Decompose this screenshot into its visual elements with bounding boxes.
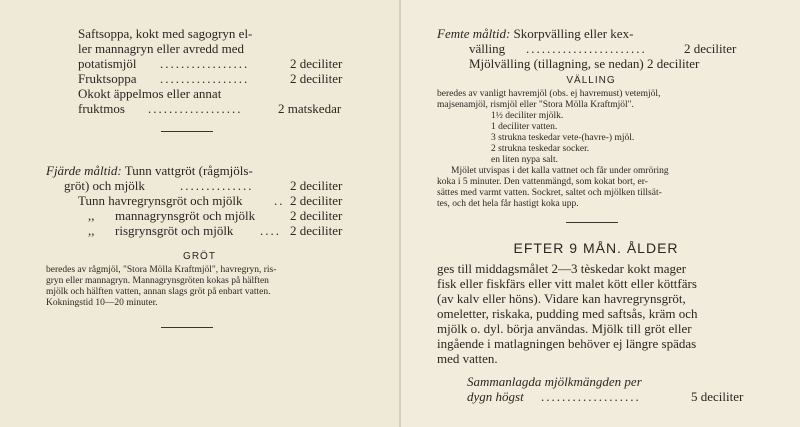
ditto-mark-1: ,, <box>88 208 95 223</box>
fourth-meal-line-2-amount: 2 deciliter <box>290 178 343 193</box>
summary-line-2-item: dygn högst <box>467 389 524 404</box>
fourth-meal-line-2-item: gröt) och mjölk <box>64 178 145 193</box>
method-line-4: tes, och det hela får hastigt koka upp. <box>437 199 579 209</box>
fifth-meal-line-3: Mjölvälling (tillagning, se nedan) 2 deciliter <box>469 56 700 71</box>
ingredient-3: 3 strukna teskedar vete-(havre-) mjöl. <box>491 133 635 143</box>
valling-intro-1: beredes av vanligt havremjöl (obs. ej havremust) vetemjöl, <box>437 89 661 99</box>
fifth-meal-label: Femte måltid: <box>437 26 511 41</box>
valling-heading: VÄLLING <box>566 75 616 86</box>
ingredient-5: en liten nypa salt. <box>491 155 559 165</box>
method-line-3: sättes med varmt vatten. Sockret, saltet och mjölken tillsät- <box>437 188 662 198</box>
grot-heading: GRÖT <box>183 251 216 262</box>
fifth-meal-line-2-item: välling <box>469 41 506 56</box>
fourth-meal-line-5-amount: 2 deciliter <box>290 223 343 238</box>
fourth-meal-line-4-item: mannagrynsgröt och mjölk <box>115 208 256 223</box>
soups-line-1: Saftsoppa, kokt med sagogryn el- <box>78 26 253 41</box>
divider-2 <box>161 327 213 328</box>
method-line-1: Mjölet utvispas i det kalla vattnet och får under omröring <box>451 166 669 176</box>
grot-line-4: Kokningstid 10—20 minuter. <box>46 298 158 308</box>
soups-line-6-amount: 2 matskedar <box>278 101 342 116</box>
fourth-meal-line-5-item: risgrynsgröt och mjölk <box>115 223 234 238</box>
fourth-meal-line-3-item: Tunn havregrynsgröt och mjölk <box>78 193 243 208</box>
divider-3 <box>566 222 618 223</box>
fourth-meal-line-4-amount: 2 deciliter <box>290 208 343 223</box>
grot-line-2: gryn eller mannagryn. Mannagrynsgröten kokas på hälften <box>46 276 269 286</box>
ingredient-2: 1 deciliter vatten. <box>491 122 558 132</box>
soups-line-4-amount: 2 deciliter <box>290 71 343 86</box>
fifth-meal-text: Skorpvälling eller kex- <box>513 26 634 41</box>
method-line-2: koka i 5 minuter. Den vattenmängd, som kokat bort, er- <box>437 177 648 187</box>
summary-line-1: Sammanlagda mjölkmängden per <box>467 374 642 389</box>
grot-line-1: beredes av rågmjöl, "Stora Mölla Kraftmjöl", havregryn, ris- <box>46 265 277 275</box>
after9-line-7: med vatten. <box>437 351 498 366</box>
soups-line-5: Okokt äppelmos eller annat <box>78 86 222 101</box>
soups-line-4-item: Fruktsoppa <box>78 71 137 86</box>
soups-line-3-item: potatismjöl <box>78 56 137 71</box>
ingredient-4: 2 strukna teskedar socker. <box>491 144 590 154</box>
soups-line-2: ler mannagryn eller avredd med <box>78 41 245 56</box>
right-page: Femte måltid: Skorpvälling eller kex- välling ....................... 2 deciliter Mjölvälling (tillagning, se nedan) 2 deciliter VÄLLING beredes av vanligt havremjöl (obs. ej havremust) vetemjöl, majsenamjöl, rismjöl eller "Stora Mölla Kraftmjöl". 1½ deciliter mjölk. 1 deciliter vatten. 3 strukna teskedar vete-(havre-) mjöl. 2 strukna teskedar socker. en liten nypa salt. Mjölet utvispas i det kalla vattnet och får under omröring koka i 5 minuter. Den vattenmängd, som kokat bort, er- sättes med varmt vatten. Sockret, saltet och mjölken tillsät- tes, och det hela får hastigt koka upp. EFTER 9 MÅN. ÅLDER ges till middagsmålet 2—3 tèskedar kokt mager fisk eller fiskfärs eller vitt malet kött eller köttfärs (av kalv eller höns). Vidare kan havregrynsgröt, omeletter, riskaka, pudding med saftsås, kräm och mjölk o. dyl. börja användas. Mjölk till gröt eller ingående i matlagningen behöver ej längre spädas med vatten. Sammanlagda mjölkmängden per dygn högst ................... 5 deciliter <box>401 0 800 427</box>
left-page: Saftsoppa, kokt med sagogryn el- ler mannagryn eller avredd med potatismjöl ................. 2 deciliter Fruktsoppa ................. 2 deciliter Okokt äppelmos eller annat fruktmos .................. 2 matskedar Fjärde måltid: Tunn vattgröt (rågmjöls- gröt) och mjölk .............. 2 deciliter Tunn havregrynsgröt och mjölk .. 2 deciliter ,, mannagrynsgröt och mjölk 2 deciliter ,, risgrynsgröt och mjölk .... 2 deciliter GRÖT beredes av rågmjöl, "Stora Mölla Kraftmjöl", havregryn, ris- gryn eller mannagryn. Mannagrynsgröten kokas på hälften mjölk och hälften vatten, annan slags gröt på enbart vatten. Kokningstid 10—20 minuter. <box>0 0 399 427</box>
fifth-meal-line-1 <box>437 26 633 41</box>
valling-intro-2: majsenamjöl, rismjöl eller "Stora Mölla Kraftmjöl". <box>437 100 634 110</box>
ditto-mark-2: ,, <box>88 223 95 238</box>
divider-1 <box>161 131 213 132</box>
after9-line-6: ingående i matlagningen behöver ej längre spädas <box>437 336 697 351</box>
after-9-months-heading: EFTER 9 MÅN. ÅLDER <box>513 240 679 256</box>
after9-line-4: omeletter, riskaka, pudding med saftsås, kräm och <box>437 306 698 321</box>
fifth-meal-line-2-amount: 2 deciliter <box>684 41 737 56</box>
fourth-meal-line-1 <box>46 163 253 178</box>
fourth-meal-line-3-amount: 2 deciliter <box>290 193 343 208</box>
summary-line-2-amount: 5 deciliter <box>691 389 744 404</box>
after9-line-2: fisk eller fiskfärs eller vitt malet kött eller köttfärs <box>437 276 697 291</box>
after9-line-1: ges till middagsmålet 2—3 tèskedar kokt mager <box>437 261 687 276</box>
grot-line-3: mjölk och hälften vatten, annan slags gröt på enbart vatten. <box>46 287 271 297</box>
after9-line-5: mjölk o. dyl. börja användas. Mjölk till gröt eller <box>437 321 692 336</box>
after9-line-3: (av kalv eller höns). Vidare kan havregrynsgröt, <box>437 291 686 306</box>
ingredient-1: 1½ deciliter mjölk. <box>491 111 564 121</box>
soups-line-6-item: fruktmos <box>78 101 125 116</box>
fourth-meal-text: Tunn vattgröt (rågmjöls- <box>124 163 253 178</box>
soups-line-3-amount: 2 deciliter <box>290 56 343 71</box>
fourth-meal-label: Fjärde måltid: <box>46 163 122 178</box>
